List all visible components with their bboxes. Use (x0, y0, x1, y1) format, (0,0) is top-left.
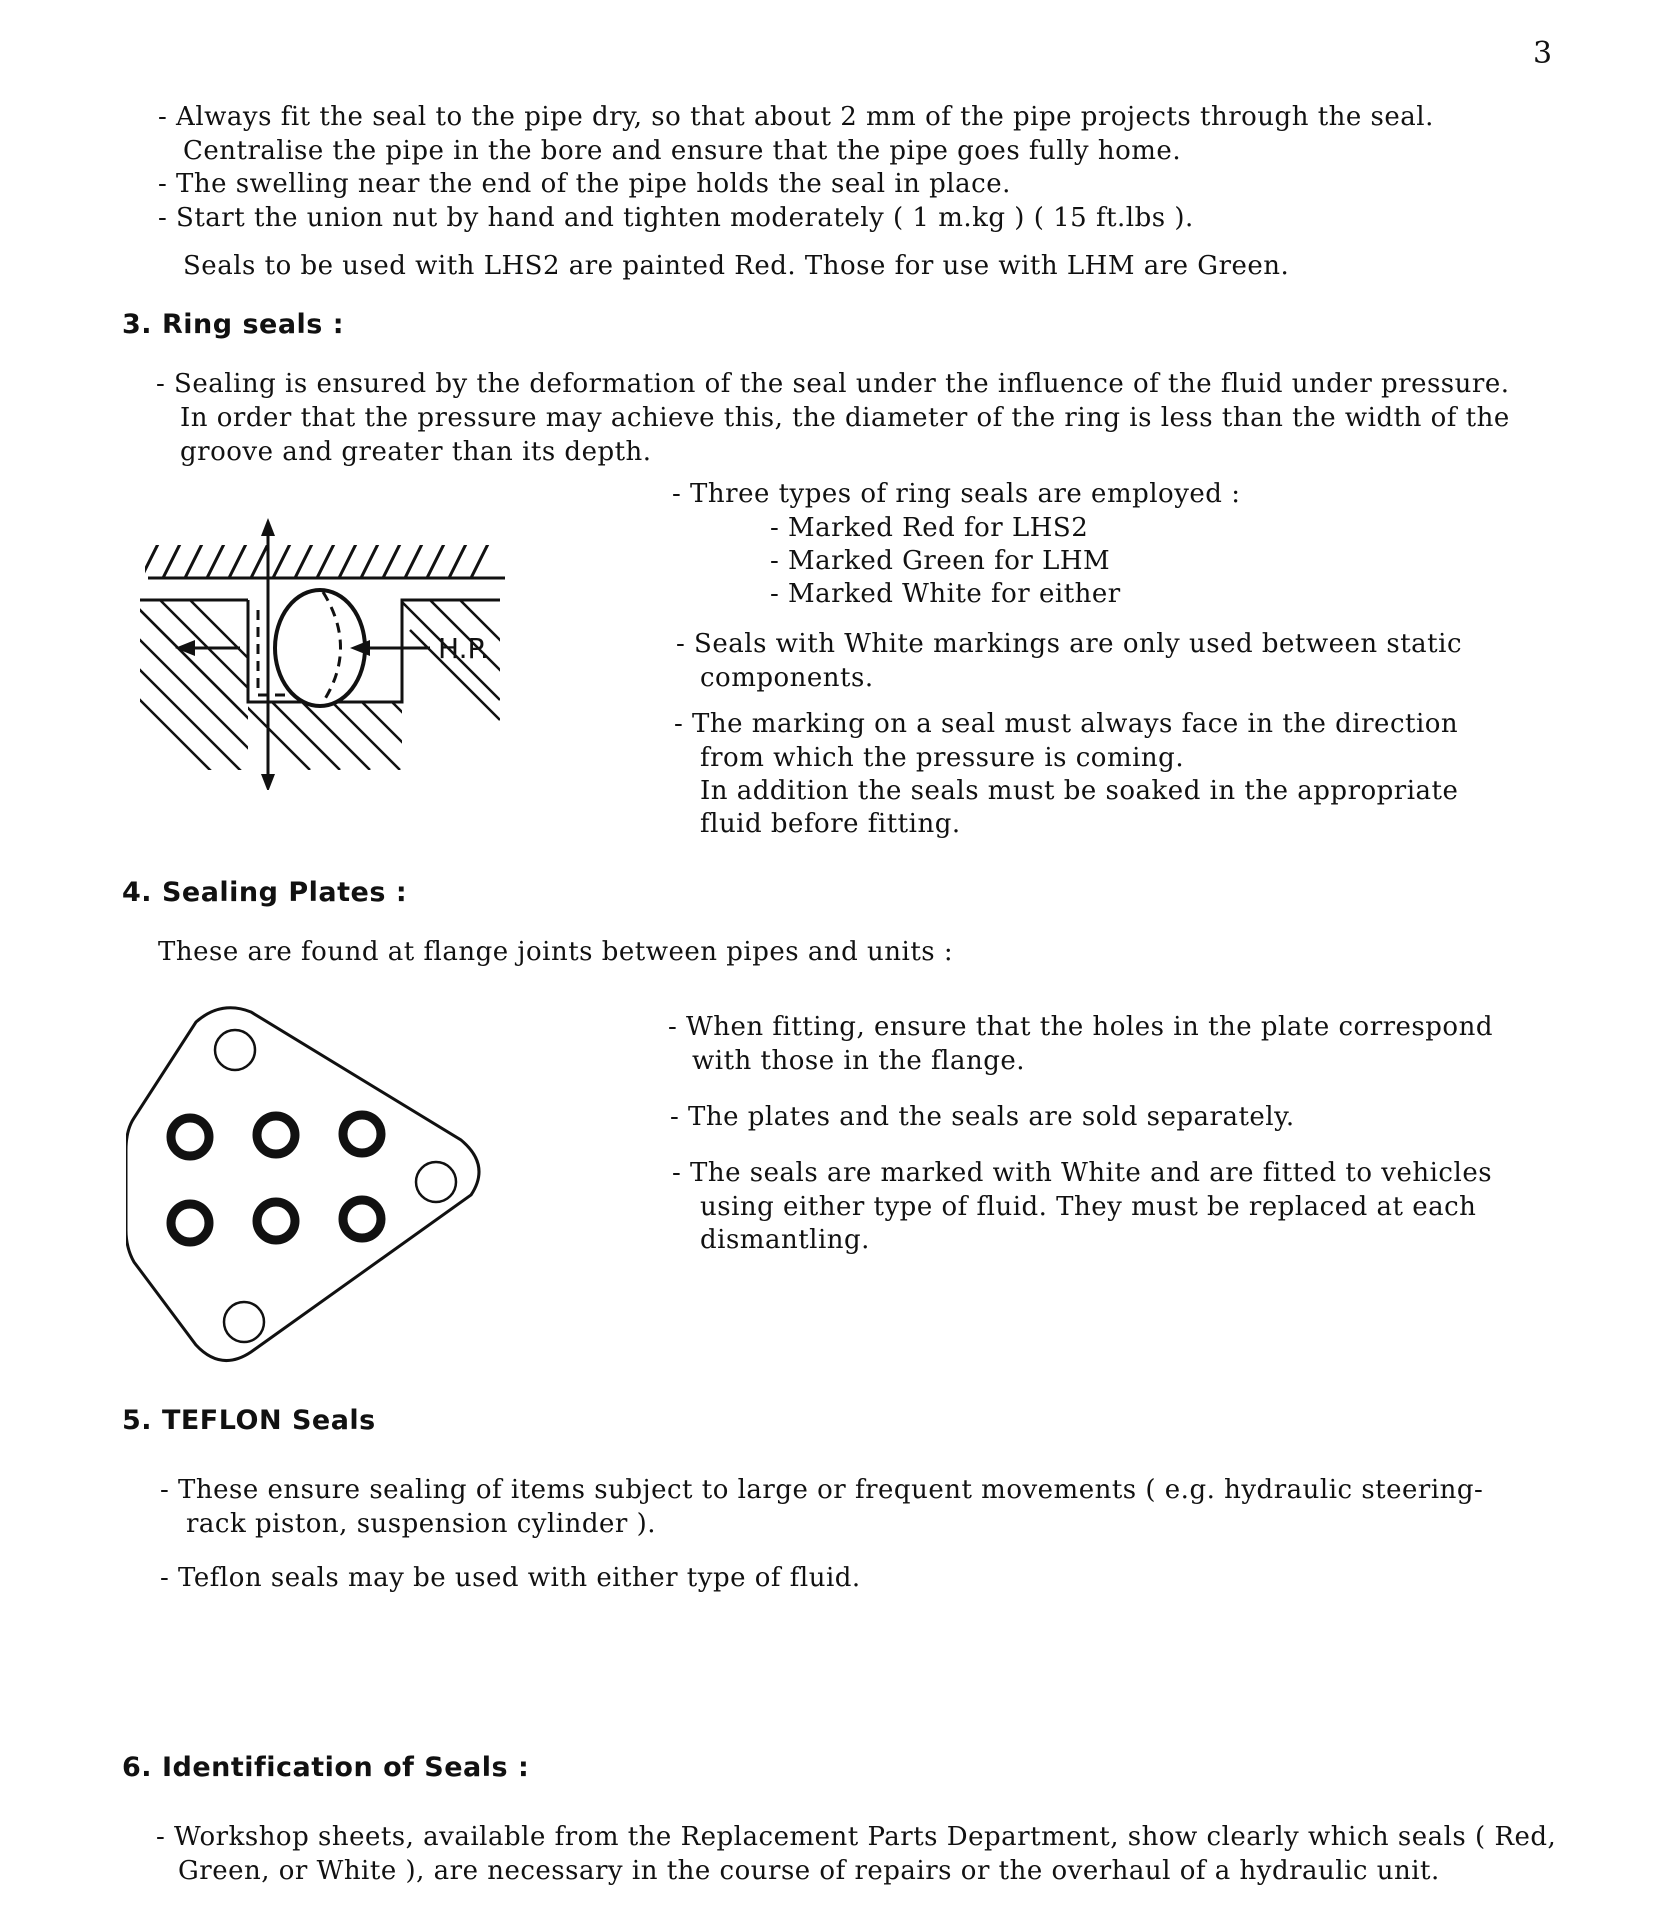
plate-sold-note: - The plates and the seals are sold separately. (670, 1102, 1295, 1132)
teflon-fluid-note: - Teflon seals may be used with either type of fluid. (160, 1563, 861, 1593)
hp-label: H.P. (438, 632, 489, 665)
teflon-note-line: rack piston, suspension cylinder ). (186, 1509, 656, 1539)
marking-note-line: from which the pressure is coming. (700, 743, 1185, 773)
intro-line: Centralise the pipe in the bore and ensure that the pipe goes fully home. (183, 136, 1182, 166)
ring-types-intro: - Three types of ring seals are employed : (672, 479, 1241, 509)
section-3-heading: 3. Ring seals : (122, 309, 345, 340)
section-4-heading: 4. Sealing Plates : (122, 877, 408, 908)
section-3-paragraph-line: In order that the pressure may achieve this, the diameter of the ring is less than the width of the (180, 403, 1510, 433)
section-6-heading: 6. Identification of Seals : (122, 1752, 530, 1783)
section-5-heading: 5. TEFLON Seals (122, 1405, 376, 1436)
ring-type-item: - Marked Red for LHS2 (770, 513, 1089, 543)
intro-line: - The swelling near the end of the pipe holds the seal in place. (158, 169, 1011, 199)
plate-seal-marking-line: using either type of fluid. They must be replaced at each (700, 1192, 1477, 1222)
section-3-paragraph-line: - Sealing is ensured by the deformation of the seal under the influence of the fluid under pressure. (156, 369, 1510, 399)
plate-seal-marking-line: dismantling. (700, 1225, 870, 1255)
ring-seal-diagram-icon (140, 510, 520, 790)
ring-type-item: - Marked Green for LHM (770, 546, 1111, 576)
marking-note-line: fluid before fitting. (700, 809, 961, 839)
section-4-intro: These are found at flange joints between pipes and units : (158, 937, 954, 967)
ring-type-item: - Marked White for either (770, 579, 1121, 609)
identification-note-line: Green, or White ), are necessary in the course of repairs or the overhaul of a hydraulic unit. (178, 1856, 1440, 1886)
marking-note-line: In addition the seals must be soaked in the appropriate (700, 776, 1459, 806)
section-3-paragraph-line: groove and greater than its depth. (180, 437, 652, 467)
plate-seal-marking-line: - The seals are marked with White and are fitted to vehicles (672, 1158, 1493, 1188)
teflon-note-line: - These ensure sealing of items subject to large or frequent movements ( e.g. hydraulic steering- (160, 1475, 1484, 1505)
plate-fitting-note-line: with those in the flange. (692, 1046, 1026, 1076)
identification-note-line: - Workshop sheets, available from the Replacement Parts Department, show clearly which seals ( Red, (156, 1822, 1557, 1852)
intro-line: - Always fit the seal to the pipe dry, so that about 2 mm of the pipe projects through the seal. (158, 102, 1434, 132)
sealing-plate-diagram-icon (126, 1000, 496, 1376)
marking-note-line: - The marking on a seal must always face in the direction (674, 709, 1459, 739)
page-number: 3 (1533, 36, 1553, 71)
plate-fitting-note-line: - When fitting, ensure that the holes in the plate correspond (668, 1012, 1493, 1042)
intro-line: - Start the union nut by hand and tighten moderately ( 1 m.kg ) ( 15 ft.lbs ). (158, 203, 1194, 233)
intro-note: Seals to be used with LHS2 are painted Red. Those for use with LHM are Green. (183, 251, 1290, 281)
white-seal-note-line: components. (700, 663, 874, 693)
white-seal-note-line: - Seals with White markings are only used between static (676, 629, 1462, 659)
